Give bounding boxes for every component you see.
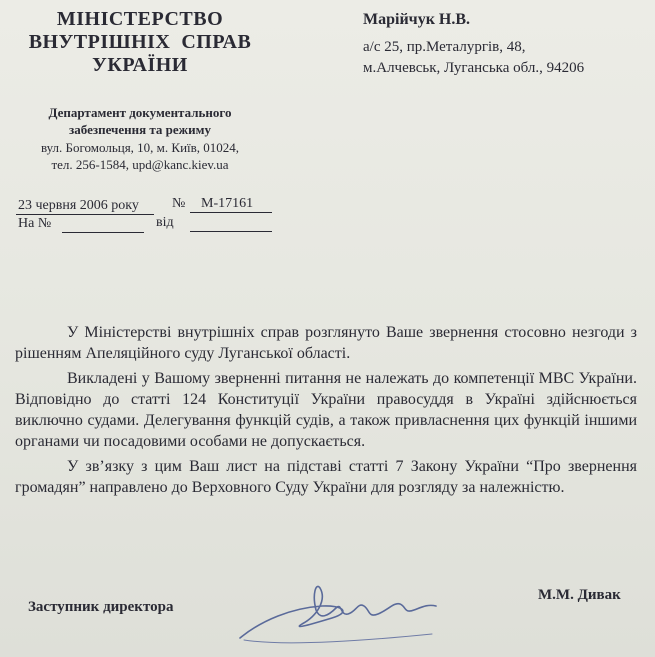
signatory-name: М.М. Дивак (538, 587, 621, 603)
ministry-line: МІНІСТЕРСТВО (56, 8, 224, 30)
department-line: Департамент документального (48, 105, 232, 120)
date-underline (16, 214, 154, 215)
body-paragraph: У Міністерстві внутрішніх справ розглянуто Ваше звернення стосовно незгоди з рішенням Апеляційного суду Луганської області. (15, 324, 637, 362)
number-underline (190, 212, 272, 213)
reply-date-blank (190, 231, 272, 232)
recipient-address-line: а/с 25, пр.Металургів, 48, (363, 39, 526, 55)
sender-address (20, 139, 260, 173)
recipient-address-line: м.Алчевськ, Луганська обл., 94206 (363, 60, 585, 76)
sender-address-line: вул. Богомольця, 10, м. Київ, 01024, (40, 140, 240, 155)
reply-number-blank (62, 232, 144, 233)
body-paragraph: Викладені у Вашому зверненні питання не належать до компетенції МВС України. Відповідно до статті 124 Конституції України правосуддя в Україні здійснюється виключно судами. Делегування функцій судів, а також привласнення цих функцій іншими органами чи посадовими особами не допускається. (15, 370, 637, 450)
handwritten-signature (232, 580, 452, 650)
reply-to-label: На № (18, 216, 52, 231)
recipient-address (363, 37, 584, 79)
signatory-title: Заступник директора (28, 599, 174, 615)
department-line: забезпечення та режиму (69, 122, 211, 137)
ministry-line: ВНУТРІШНІХ СПРАВ (28, 31, 252, 53)
number-label: № (172, 196, 186, 211)
department-name (20, 104, 260, 138)
body-paragraph: У зв’язку з цим Ваш лист на підставі статті 7 Закону України “Про звернення громадян” направлено до Верховного Суду України для розгляду за належністю. (15, 458, 637, 496)
letter-date: 23 червня 2006 року (18, 198, 139, 213)
ministry-header (20, 8, 260, 77)
letter-number: М-17161 (201, 196, 254, 211)
from-label: від (156, 215, 174, 230)
recipient-name: Марійчук Н.В. (363, 11, 471, 28)
sender-contact-line: тел. 256-1584, upd@kanc.kiev.ua (51, 157, 229, 172)
letter-body (15, 322, 637, 502)
ministry-line: УКРАЇНИ (92, 54, 188, 76)
